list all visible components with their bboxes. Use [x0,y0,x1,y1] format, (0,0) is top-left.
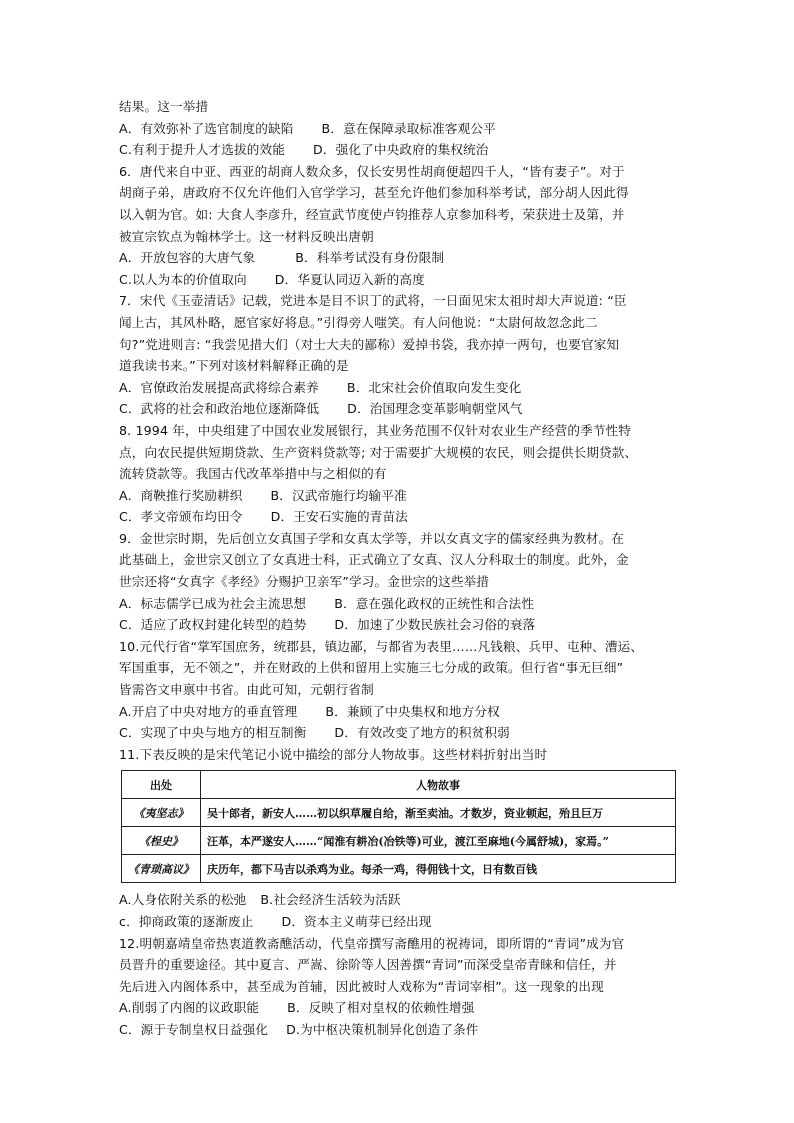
option-d: D．加速了少数民族社会习俗的衰落 [334,617,536,633]
option-row [119,139,679,161]
story-table [121,770,676,883]
option-d: D．治国理念变革影响朝堂风气 [347,401,523,417]
option-b: B．意在保障录取标准客观公平 [321,120,496,136]
option-b: B．汉武帝施行均输平准 [270,487,407,503]
question-text-line: 世宗还将“女真字《孝经》分赐护卫亲军”学习。金世宗的这些举措 [119,574,490,590]
table-cell-source: 《夷坚志》 [122,799,201,827]
question-text-line: 道我读书来。”下列对该材料解释正确的是 [119,358,349,374]
exam-page [119,96,679,1041]
question-text-line: 点，向农民提供短期贷款、生产资料贷款等; 对于需要扩大规模的农民，则会提供长期贷款、 [119,444,638,460]
option-row [119,269,679,291]
question-10-text: 10.元代行省“掌军国庶务，统郡县，镇边鄙，与都省为表里……凡钱粮、兵甲、屯种、漕运、 [119,638,644,654]
option-a: A.人身依附关系的松弛 [119,892,247,908]
option-d: D．强化了中央政府的集权统治 [313,142,489,158]
option-row [119,722,679,744]
option-row [119,377,679,399]
option-row [119,398,679,420]
table-cell-story: 吴十郎者，新安人……初以织草履自给，渐至卖油。才数岁，资业顿起，殆且巨万 [201,799,676,827]
option-row [119,911,679,933]
table-cell-story: 汪革，本严遂安人……“闻淮有耕冶(冶铁等)可业，渡江至麻地(今属舒城)，家焉。” [201,827,676,855]
option-b: B．兼顾了中央集权和地方分权 [325,703,500,719]
question-text-line: 流转贷款等。我国古代改革举措中与之相似的有 [119,466,387,482]
question-text-line: 被宣宗钦点为翰林学士。这一材料反映出唐朝 [119,228,374,244]
option-b: B．北宋社会价值取向发生变化 [346,379,522,395]
question-text-line: 胡商子弟，唐政府不仅允许他们入官学学习，甚至允许他们参加科举考试，部分胡人因此得 [119,185,629,201]
option-d: D．华夏认同迈入新的高度 [274,271,425,287]
question-7-text: 7．宋代《玉壶清话》记载，党进本是目不识丁的武将，一日面见宋太祖时却大声说道: “臣 [119,293,627,309]
option-c: C．源于专制皇权日益强化 [119,1021,269,1037]
table-row [122,855,676,883]
question-text-line: 军国重事，无不领之”，并在财政的上供和留用上实施三七分成的政策。但行省“事无巨细” [119,660,624,676]
table-row [122,827,676,855]
option-b: B.社会经济生活较为活跃 [260,892,401,908]
option-c: C．孝文帝颁布均田令 [119,509,243,525]
option-d: D．资本主义萌芽已经出现 [281,914,432,929]
option-b: B．意在强化政权的正统性和合法性 [334,595,535,611]
option-a: A．开放包容的大唐气象 [119,250,256,266]
table-cell-source: 《青琐高议》 [122,855,201,883]
question-text-line: 闻上古，其风朴略，愿官家好将息。”引得旁人嗤笑。有人问他说：“太尉何故忽念此二 [119,314,598,330]
option-a: A.开启了中央对地方的垂直管理 [119,703,298,719]
option-row [119,593,679,615]
option-b: B．科举考试没有身份限制 [295,250,445,266]
option-row [119,614,679,636]
option-row [119,118,679,140]
option-c: C.有利于提升人才选拔的效能 [119,142,286,158]
option-a: A.削弱了内阁的议政职能 [119,1000,260,1016]
option-c: C.以人为本的价值取向 [119,271,247,287]
table-header-row [122,771,676,799]
option-a: A．官僚政治发展提高武将综合素养 [119,379,319,395]
question-text-line: 以入朝为官。如: 大食人李彦升，经宣武节度使卢钧推荐人京参加科考，荣获进士及第，并 [119,206,625,222]
question-8-text: 8. 1994 年，中央组建了中国农业发展银行，其业务范围不仅针对农业生产经营的季节性特 [119,422,632,438]
option-b: B．反映了相对皇权的依赖性增强 [287,1000,475,1016]
option-row [119,247,679,269]
option-a: A．标志儒学已成为社会主流思想 [119,595,307,611]
table-header-story: 人物故事 [201,771,676,799]
option-row [119,701,679,723]
option-d: D．有效改变了地方的积贫积弱 [334,725,510,741]
question-text-line: 句?”党进则言: “我尝见措大们（对士大夫的鄙称）爱掉书袋，我亦掉一两句，也要官家知 [119,336,620,352]
option-row [119,1019,679,1041]
option-c: C．实现了中央与地方的相互制衡 [119,725,307,741]
table-header-source: 出处 [122,771,201,799]
option-d: D．王安石实施的青苗法 [270,509,408,525]
question-6-text: 6．唐代来自中亚、西亚的胡商人数众多，仅长安男性胡商便超四千人，“皆有妻子”。对于 [119,163,625,179]
question-text-line: 皆需咨文申禀中书省。由此可知，元朝行省制 [119,682,374,698]
table-cell-source: 《桯史》 [122,827,201,855]
option-a: A．商鞅推行奖励耕织 [119,487,243,503]
option-row [119,997,679,1019]
table-cell-story: 庆历年，都下马吉以杀鸡为业。每杀一鸡，得佣钱十文，日有数百钱 [201,855,676,883]
text-line: 结果。这一举措 [119,99,209,114]
question-text-line: 先后进入内阁体系中，甚至成为首辅，因此被时人戏称为“青词宰相”。这一现象的出现 [119,978,604,994]
question-11-text: 11.下表反映的是宋代笔记小说中描绘的部分人物故事。这些材料折射出当时 [119,746,548,762]
option-c: c．抑商政策的逐渐废止 [119,914,254,929]
table-row [122,799,676,827]
option-c: C．适应了政权封建化转型的趋势 [119,617,307,633]
option-c: C．武将的社会和政治地位逐渐降低 [119,401,320,417]
option-d: D.为中枢决策机制异化创造了条件 [286,1021,479,1037]
question-12-text: 12.明朝嘉靖皇帝热衷道教斋醮活动，代皇帝撰写斋醮用的祝祷词，即所谓的“青词”成为官 [119,935,625,951]
question-text-line: 此基础上，金世宗又创立了女真进士科，正式确立了女真、汉人分科取士的制度。此外，金 [119,552,629,568]
option-row [119,889,679,911]
option-a: A．有效弥补了选官制度的缺陷 [119,120,294,136]
question-text-line: 员晋升的重要途径。其中夏言、严嵩、徐阶等人因善撰“青词”而深受皇帝青睐和信任，并 [119,957,617,973]
option-row [119,506,679,528]
question-9-text: 9．金世宗时期，先后创立女真国子学和女真太学等，并以女真文字的儒家经典为教材。在 [119,530,625,546]
option-row [119,485,679,507]
